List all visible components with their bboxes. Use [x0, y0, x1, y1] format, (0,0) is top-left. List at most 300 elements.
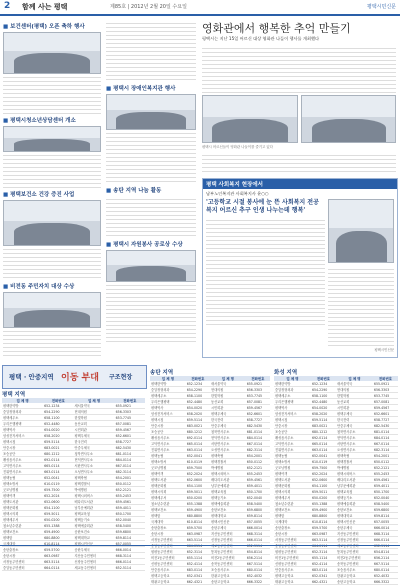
table-cell: 654-2290 — [311, 387, 336, 393]
feature-photo — [202, 95, 298, 143]
table-cell: 659-7500 — [43, 487, 73, 493]
table-cell: 652-0041 — [43, 475, 73, 481]
table-cell: 659-4011 — [246, 483, 270, 489]
table-cell: 655-2453 — [246, 471, 270, 477]
table-cell: 659-7500 — [311, 465, 336, 471]
table-cell: 659-5011 — [43, 511, 73, 517]
column-header: 업 체 명 — [2, 398, 43, 403]
table-cell: 평택소방서 — [2, 481, 43, 487]
table-cell: 고덕면사무소 — [274, 441, 311, 447]
table-cell: 659-8114 — [373, 513, 398, 519]
table-cell: 680-8800 — [43, 535, 73, 541]
table-cell: 국제대학 — [274, 519, 311, 525]
table-cell: 666-0014 — [373, 525, 398, 531]
column-header: 전화번호 — [311, 376, 336, 381]
table-cell: 평택한약방 — [150, 381, 186, 387]
table-cell: 667-0114 — [246, 441, 270, 447]
table-cell: 평택시청 — [274, 417, 311, 423]
table-cell: 650-0112 — [373, 459, 398, 465]
table-cell: 655-1114 — [311, 555, 336, 561]
table-cell: 삼성전자서비스 — [2, 433, 43, 439]
table-cell: 652-4114 — [311, 561, 336, 567]
table-cell: 658-2020 — [311, 411, 336, 417]
table-cell: 659-4900 — [186, 507, 210, 513]
table-cell: 평택세무서 — [274, 495, 311, 501]
table-cell: 652-2024 — [186, 471, 210, 477]
table-cell: 한국전력 — [210, 417, 246, 423]
table-cell: 신평동주민센터 — [274, 561, 311, 567]
table-cell: 656-3303 — [246, 387, 270, 393]
welfare-subhead: 남부노인복지관 사회복지사 윤○○ — [206, 191, 269, 196]
table-cell: 청북면사무소 — [336, 429, 373, 435]
table-cell: 658-5400 — [373, 501, 398, 507]
table-cell: 평택세무서 — [150, 495, 186, 501]
table-cell: 692-0114 — [43, 457, 73, 463]
table-cell: 비전1동주민센터 — [274, 555, 311, 561]
table-cell: 658-2020 — [186, 411, 210, 417]
column-header: 전화번호 — [246, 376, 270, 381]
table-cell: 팽성읍사무소 — [2, 457, 43, 463]
table-cell: 610-8114 — [186, 519, 210, 525]
article-body — [202, 152, 396, 172]
table-cell: 654-1100 — [43, 505, 73, 511]
table-cell: 평택농협 — [274, 453, 311, 459]
table-cell: 652-0040 — [373, 495, 398, 501]
table-cell: 682-3114 — [373, 447, 398, 453]
table-cell: 667-5114 — [373, 561, 398, 567]
article-body — [3, 246, 101, 280]
table-cell: 652-6601 — [246, 411, 270, 417]
table-cell: 평택고등학교 — [150, 573, 186, 579]
table-cell: 692-0114 — [186, 435, 210, 441]
table-cell: 659-5700 — [186, 525, 210, 531]
table-cell: 한국전력 — [73, 439, 114, 445]
table-cell: 평택시청 — [2, 439, 43, 445]
table-cell: 평택농협 — [2, 475, 43, 481]
table-cell: 평택세무소 — [150, 393, 186, 399]
table-cell: 안중우체국 — [73, 445, 114, 451]
table-cell: 청소년수련관 — [150, 501, 186, 507]
table-cell: 한빛학원 — [336, 393, 373, 399]
table-cell: 평택문화원 — [150, 483, 186, 489]
table-cell: 평택시민신문 — [73, 541, 114, 547]
table-cell: 654-2001 — [246, 453, 270, 459]
table-cell: 안중시장 — [150, 423, 186, 429]
table-cell: 667-5114 — [246, 561, 270, 567]
directory-pyeongtaek — [2, 390, 145, 571]
table-cell: 평택대학교 — [210, 513, 246, 519]
table-cell: 평택등기소 — [336, 495, 373, 501]
sign-off: 평택시민신문 — [374, 348, 394, 352]
article-photo — [3, 292, 101, 328]
table-cell: 포승읍사무소 — [336, 567, 373, 573]
table-cell: 국제대학 — [2, 541, 43, 547]
table-cell: 668-3114 — [246, 531, 270, 537]
table-cell: 평택축협 — [73, 475, 114, 481]
section-title: 함께 사는 평택 — [22, 3, 68, 11]
table-cell: 굿모닝병원 — [274, 465, 311, 471]
table-cell: 656-3303 — [373, 387, 398, 393]
table-cell: 팽성읍사무소 — [150, 435, 186, 441]
table-cell: 송탄출장소 — [274, 525, 311, 531]
table-cell: 655-1114 — [186, 555, 210, 561]
table-cell: 송탄고등학교 — [336, 579, 373, 585]
table-cell: 송탄출장소 — [2, 547, 43, 553]
table-cell: 삼성전자서비스 — [274, 411, 311, 417]
table-cell: 송탄고등학교 — [210, 579, 246, 585]
table-cell: 663-5114 — [43, 559, 73, 565]
table-cell: 원평동주민센터 — [274, 549, 311, 555]
directory-songtan — [150, 368, 270, 585]
table-row — [274, 579, 398, 585]
table-cell: 663-0987 — [311, 531, 336, 537]
table-cell: 평택시민신문 — [210, 519, 246, 525]
table-cell: 658-2020 — [43, 433, 73, 439]
table-cell: 평택세무소 — [274, 393, 311, 399]
table-cell: 팽성읍사무소 — [274, 435, 311, 441]
table-row — [150, 579, 270, 585]
article-photo — [3, 200, 101, 246]
table-cell: 비전1동주민센터 — [150, 555, 186, 561]
table-cell: 657-0081 — [246, 399, 270, 405]
table-cell: 659-6800 — [373, 507, 398, 513]
table-cell: 664-0114 — [311, 543, 336, 549]
table-cell: 652-0341 — [311, 573, 336, 579]
table-cell: 평택교육청 — [210, 489, 246, 495]
table-cell: 652-1234 — [311, 381, 336, 387]
table-cell: 652-4032 — [373, 573, 398, 579]
table-cell: 안중읍사무소 — [150, 567, 186, 573]
table-cell: 진위면사무소 — [150, 447, 186, 453]
table-cell: 680-1212 — [186, 429, 210, 435]
table-cell: 658-7727 — [246, 417, 270, 423]
welfare-quote: '고등학교 시절 봉사에 눈 뜬 사회복지 전공 복지 어르신 추구 인생 나누는데 행복' — [206, 199, 319, 214]
page-header — [0, 0, 400, 16]
table-cell: 동산교회 — [73, 421, 114, 427]
table-cell: 610-0119 — [43, 481, 73, 487]
table-cell: 중앙동주민센터 — [150, 543, 186, 549]
table-cell: 658-5400 — [246, 501, 270, 507]
table-cell: 지산동주민센터 — [336, 531, 373, 537]
table-cell: 652-5114 — [115, 565, 145, 571]
banner-right: 구조현장 — [109, 374, 133, 381]
table-cell: 통복동주민센터 — [210, 549, 246, 555]
table-cell: 658-1100 — [186, 393, 210, 399]
article-title: ■ 송탄 지역 나눔 활동 — [106, 186, 196, 194]
table-cell: 평택세무서 — [2, 517, 43, 523]
table-cell: 664-0114 — [186, 543, 210, 549]
table-cell: 송탄우체국 — [210, 525, 246, 531]
table-cell: 비전2동주민센터 — [210, 555, 246, 561]
table-cell: 668-3114 — [115, 553, 145, 559]
table-cell: 652-0600 — [311, 477, 336, 483]
article-body — [206, 217, 325, 327]
table-cell: 포승공단 — [274, 429, 311, 435]
table-cell: 현덕면사무소 — [336, 435, 373, 441]
table-cell: 659-4561 — [373, 477, 398, 483]
table-cell: 평택문화원 — [2, 505, 43, 511]
table-cell: 현덕면사무소 — [73, 457, 114, 463]
table-cell: 663-0114 — [186, 447, 210, 453]
table-cell: 새서울약국 — [210, 381, 246, 387]
table-cell: 652-2121 — [246, 465, 270, 471]
article-title: ■ 보건센터(평택) 오픈 축하 행사 — [3, 22, 101, 30]
table-cell: 평택시의회 — [150, 489, 186, 495]
table-cell: 654-0020 — [186, 405, 210, 411]
table-cell: 진위면사무소 — [274, 447, 311, 453]
table-cell: 652-3114 — [311, 549, 336, 555]
table-cell: 남부문예회관 — [210, 483, 246, 489]
table-cell: 한국전력 — [336, 417, 373, 423]
table-cell: 중앙정형외과 — [2, 409, 43, 415]
table-cell: 666-0014 — [246, 525, 270, 531]
table-cell: 평택등기소 — [73, 517, 114, 523]
table-cell: 한광고등학교 — [210, 573, 246, 579]
table-cell: 세교동주민센터 — [336, 543, 373, 549]
table-cell: 평택보건소 — [150, 507, 186, 513]
table-cell: 657-0055 — [115, 541, 145, 547]
table-cell: 시민회관 — [73, 427, 114, 433]
table-cell: 원평동주민센터 — [150, 549, 186, 555]
table-cell: 650-0200 — [311, 495, 336, 501]
table-cell: 657-0055 — [246, 519, 270, 525]
table-cell: 진위면사무소 — [2, 469, 43, 475]
table-cell: 평택항 — [150, 513, 186, 519]
feature-caption: 평택시 어르신들이 영화관 나들이를 즐기고 있다 — [202, 145, 273, 149]
table-cell: 신평동주민센터 — [150, 561, 186, 567]
table-cell: 평택고등학교 — [274, 573, 311, 579]
table-cell: 세교동주민센터 — [73, 565, 114, 571]
table-row — [2, 565, 145, 571]
table-cell: 650-1700 — [115, 511, 145, 517]
table-cell: 657-0055 — [373, 519, 398, 525]
table-cell: 692-0114 — [311, 435, 336, 441]
table-cell: 654-1100 — [186, 483, 210, 489]
table-cell: 평택시민신문 — [336, 519, 373, 525]
table-cell: 659-5114 — [311, 417, 336, 423]
table-cell: 680-1212 — [43, 451, 73, 457]
table-cell: 652-6601 — [373, 411, 398, 417]
table-cell: 653-7745 — [115, 415, 145, 421]
table-cell: 송탄시장 — [150, 531, 186, 537]
table-cell: 684-0114 — [373, 435, 398, 441]
table-cell: 610-8114 — [311, 519, 336, 525]
table-cell: 평택문화원 — [274, 483, 311, 489]
table-cell: 652-2024 — [43, 493, 73, 499]
table-cell: 평택시의회 — [274, 489, 311, 495]
table-cell: 652-0041 — [186, 453, 210, 459]
table-cell: 송탄우체국 — [336, 525, 373, 531]
table-cell: 평택보건소 — [2, 529, 43, 535]
table-cell: 652-0600 — [186, 477, 210, 483]
table-cell: 653-7745 — [373, 393, 398, 399]
table-cell: 평택항 — [2, 535, 43, 541]
table-cell: 박애병원 — [210, 465, 246, 471]
table-cell: 세교동주민센터 — [210, 543, 246, 549]
table-cell: 681-0114 — [373, 429, 398, 435]
person-photo — [328, 199, 394, 263]
article-body — [202, 45, 396, 95]
table-cell: 658-1100 — [311, 393, 336, 399]
table-cell: 동산교회 — [336, 399, 373, 405]
table-cell: 평택경찰서 — [336, 459, 373, 465]
table-cell: 680-1212 — [311, 429, 336, 435]
directory-table — [150, 376, 270, 585]
table-cell: 고덕면사무소 — [2, 463, 43, 469]
directory-region-title: 송탄 지역 — [150, 370, 174, 376]
table-cell: 682-3114 — [246, 447, 270, 453]
feature-headline: 영화관에서 행복한 추억 만들기 — [202, 22, 351, 35]
table-cell: 663-5114 — [311, 537, 336, 543]
table-cell: 654-8114 — [246, 549, 270, 555]
table-cell: 신장동주민센터 — [336, 537, 373, 543]
table-cell: 683-0021 — [43, 445, 73, 451]
table-cell: 655-1388 — [43, 523, 73, 529]
table-cell: 오성면사무소 — [73, 469, 114, 475]
table-cell: 682-5430 — [246, 423, 270, 429]
table-cell: 665-0114 — [186, 441, 210, 447]
table-cell: 송탄보건소 — [73, 529, 114, 535]
table-cell: 663-5114 — [186, 537, 210, 543]
table-cell: 평택시외버스 — [210, 471, 246, 477]
table-cell: 송탄출장소 — [150, 525, 186, 531]
table-cell: 683-0114 — [311, 567, 336, 573]
table-cell: 태광고등학교 — [274, 579, 311, 585]
column-header: 전화번호 — [115, 398, 145, 403]
article-title: ■ 평택보건소 건강 증진 사업 — [3, 190, 101, 198]
table-cell: 서정동주민센터 — [274, 537, 311, 543]
column-header: 업 체 명 — [336, 376, 373, 381]
table-cell: 고덕면사무소 — [150, 441, 186, 447]
table-cell: 동산교회 — [210, 399, 246, 405]
table-cell: 서탄면사무소 — [210, 441, 246, 447]
directory-banner — [2, 365, 147, 389]
table-cell: 오성면사무소 — [210, 447, 246, 453]
table-cell: 665-0114 — [43, 463, 73, 469]
table-cell: 652-3114 — [186, 549, 210, 555]
table-cell: 659-7500 — [186, 465, 210, 471]
table-cell: 659-5114 — [43, 439, 73, 445]
table-cell: 652-0040 — [115, 517, 145, 523]
table-cell: 652-0040 — [246, 495, 270, 501]
table-cell: 652-2024 — [311, 471, 336, 477]
table-cell: 삼성전자서비스 — [150, 411, 186, 417]
table-cell: 송탄시장 — [2, 553, 43, 559]
table-cell: 659-8114 — [115, 535, 145, 541]
table-cell: 포승읍사무소 — [210, 567, 246, 573]
table-cell: 송탄우체국 — [73, 547, 114, 553]
paper-name: 평택시민신문 — [367, 4, 396, 10]
table-cell: 평택예술회관 — [73, 523, 114, 529]
table-cell: 평택역사 — [150, 405, 186, 411]
table-cell: 654-0020 — [43, 427, 73, 433]
feature-photo — [301, 95, 396, 143]
column-header: 업 체 명 — [274, 376, 311, 381]
table-cell: 우리은행평택 — [274, 399, 311, 405]
table-cell: 610-0119 — [311, 459, 336, 465]
table-cell: 654-2290 — [43, 409, 73, 415]
table-cell: 평택한약방 — [2, 403, 43, 409]
table-cell: 송탄보건소 — [210, 507, 246, 513]
table-cell: 평택소방서 — [150, 459, 186, 465]
table-cell: 새서울약국 — [73, 403, 114, 409]
article-body — [106, 196, 196, 238]
table-cell: 태광고등학교 — [150, 579, 186, 585]
table-cell: 682-5430 — [373, 423, 398, 429]
table-cell: 654-8114 — [373, 549, 398, 555]
table-cell: 663-0114 — [43, 469, 73, 475]
table-cell: 포승공단 — [2, 451, 43, 457]
table-cell: 박애병원 — [336, 465, 373, 471]
table-cell: 시민회관 — [336, 405, 373, 411]
table-cell: 안중시장 — [2, 445, 43, 451]
table-cell: 680-0114 — [373, 567, 398, 573]
table-cell: 610-8114 — [43, 541, 73, 547]
table-cell: 655-2453 — [373, 471, 398, 477]
table-cell: 평택교육청 — [336, 489, 373, 495]
table-cell: 평택도서관 — [2, 499, 43, 505]
table-cell: 667-0114 — [115, 463, 145, 469]
table-cell: 평택보건소 — [274, 507, 311, 513]
table-cell: 650-0112 — [115, 481, 145, 487]
table-cell: 평택여객 — [150, 471, 186, 477]
table-cell: 652-4480 — [186, 399, 210, 405]
table-cell: 659-4567 — [115, 427, 145, 433]
table-cell: 평택우체국 — [73, 433, 114, 439]
table-cell: 656-3303 — [115, 409, 145, 415]
table-cell: 굿모닝병원 — [2, 487, 43, 493]
table-cell: 우리은행평택 — [150, 399, 186, 405]
table-cell: 남부문예회관 — [336, 483, 373, 489]
table-cell: 652-5114 — [373, 543, 398, 549]
table-cell: 657-0081 — [115, 421, 145, 427]
table-cell: 평택역사 — [274, 405, 311, 411]
table-cell: 서정동주민센터 — [150, 537, 186, 543]
table-cell: 평택경찰서 — [73, 481, 114, 487]
table-cell: 평택축협 — [210, 453, 246, 459]
table-cell: 655-2453 — [115, 493, 145, 499]
table-cell: 663-0114 — [311, 447, 336, 453]
table-cell: 659-4567 — [373, 405, 398, 411]
table-cell: 654-2290 — [186, 387, 210, 393]
table-cell: 666-0114 — [246, 537, 270, 543]
table-cell: 652-0341 — [186, 573, 210, 579]
table-cell: 안중시장 — [274, 423, 311, 429]
table-cell: 시민회관 — [210, 405, 246, 411]
article-photo — [3, 32, 101, 74]
table-cell: 송탄시장 — [274, 531, 311, 537]
table-cell: 포승공단 — [150, 429, 186, 435]
table-cell: 현대의원 — [73, 409, 114, 415]
table-cell: 현대의원 — [210, 387, 246, 393]
table-cell: 평택대학교 — [336, 513, 373, 519]
section-bar: 평택 사회복지 현장에서 — [203, 179, 397, 189]
column-header: 전화번호 — [43, 398, 73, 403]
article-photo — [106, 94, 196, 130]
table-cell: 안중우체국 — [210, 423, 246, 429]
table-cell: 650-0200 — [186, 495, 210, 501]
table-cell: 662-4321 — [186, 579, 210, 585]
table-cell: 654-2001 — [373, 453, 398, 459]
banner-mid: 이동 부대 — [61, 373, 99, 383]
table-cell: 남부문예회관 — [73, 505, 114, 511]
table-cell: 중앙정형외과 — [274, 387, 311, 393]
table-cell: 평택한약방 — [274, 381, 311, 387]
table-cell: 655-1388 — [186, 501, 210, 507]
table-cell: 666-3322 — [246, 579, 270, 585]
table-cell: 683-0021 — [186, 423, 210, 429]
table-cell: 굿모닝병원 — [150, 465, 186, 471]
